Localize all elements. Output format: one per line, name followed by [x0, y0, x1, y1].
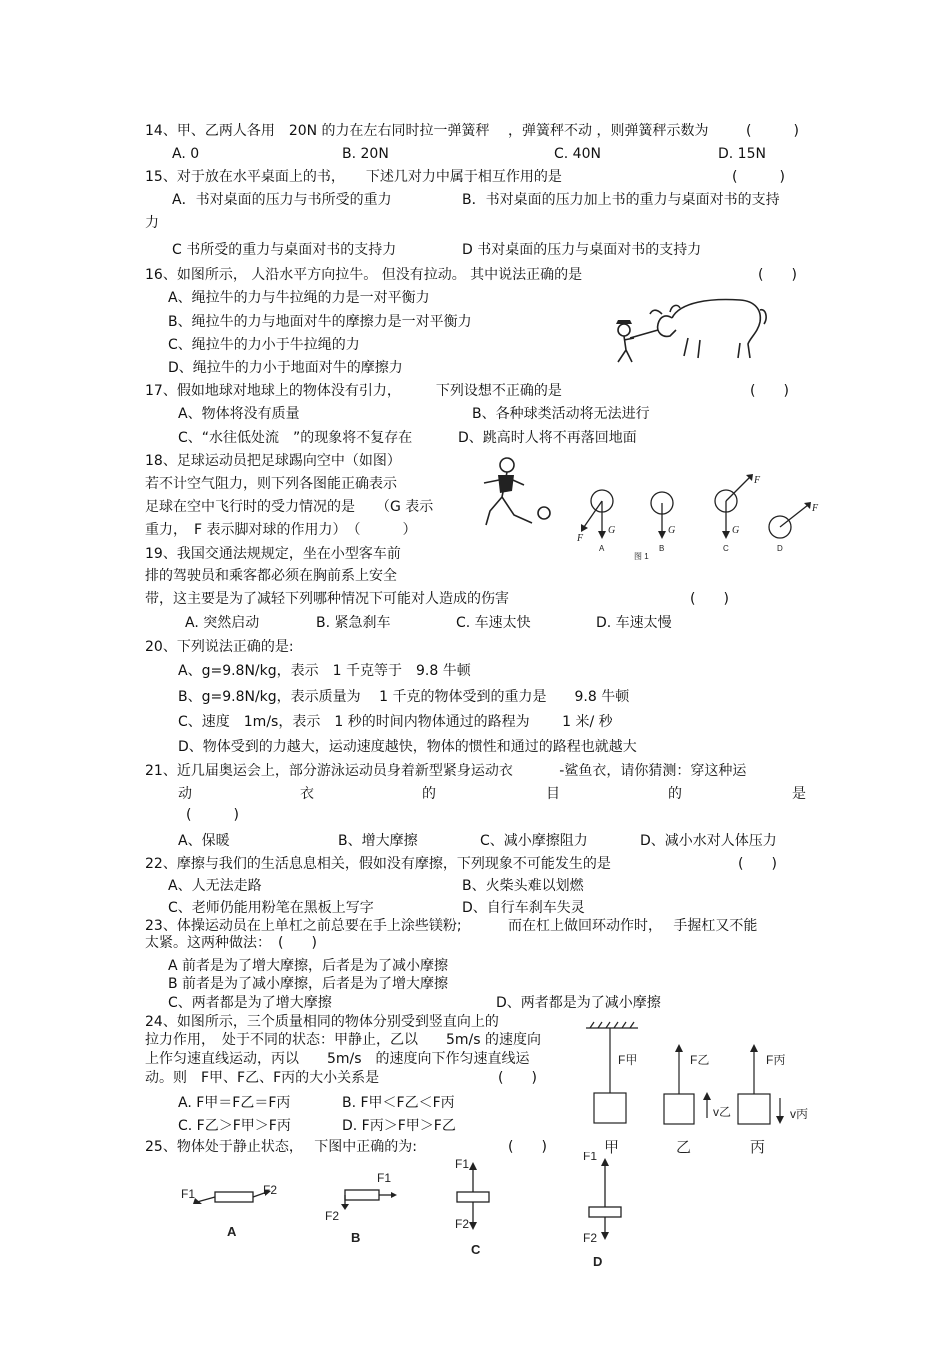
q16-paren: ( ) — [758, 267, 797, 283]
q18-line3: 足球在空中飞行时的受力情况的是 （G 表示 — [145, 499, 434, 515]
q25-paren: ( ) — [508, 1139, 547, 1155]
svg-text:A: A — [599, 544, 605, 553]
q18-line4: 重力， F 表示脚对球的作用力） （ ） — [145, 522, 417, 538]
svg-text:F2: F2 — [325, 1209, 340, 1223]
q17-paren: ( ) — [750, 383, 789, 399]
svg-text:v丙: v丙 — [790, 1107, 809, 1121]
q14-stem: 14、甲、乙两人各用 20N 的力在左右同时拉一弹簧秤 ，弹簧秤不动 ，则弹簧秤示数为 — [145, 123, 709, 139]
svg-text:F: F — [812, 503, 819, 514]
q21-paren: ( ) — [186, 807, 239, 823]
svg-text:D: D — [777, 544, 783, 553]
svg-text:F: F — [577, 533, 584, 544]
q21-word-4: 目 — [546, 786, 560, 802]
q24-option-a: A. F甲＝F乙＝F丙 — [178, 1095, 291, 1111]
q24-option-d: D. F丙＞F甲＞F乙 — [342, 1118, 456, 1134]
q21-option-b: B、增大摩擦 — [338, 833, 418, 849]
q17-option-d: D、跳高时人将不再落回地面 — [458, 430, 637, 446]
q22-stem: 22、摩擦与我们的生活息息相关，假如没有摩擦，下列现象不可能发生的是 — [145, 856, 611, 872]
q24-option-b: B. F甲＜F乙＜F丙 — [342, 1095, 455, 1111]
q16-option-b: B、绳拉牛的力与地面对牛的摩擦力是一对平衡力 — [168, 314, 472, 330]
svg-text:A: A — [227, 1224, 237, 1239]
q24-line4: 动。则 F甲、F乙、F丙的大小关系是 — [145, 1070, 380, 1086]
q24-paren: ( ) — [498, 1070, 537, 1086]
q24-line3: 上作匀速直线运动，丙以 5m/s 的速度向下作匀速直线运 — [145, 1051, 530, 1067]
q20-stem: 20、下列说法正确的是: — [145, 639, 294, 655]
q22-paren: ( ) — [738, 856, 777, 872]
q21-option-a: A、保暖 — [178, 833, 230, 849]
svg-text:F1: F1 — [377, 1171, 392, 1185]
q18-line2: 若不计空气阻力，则下列各图能正确表示 — [145, 476, 397, 492]
q16-stem: 16、如图所示， 人沿水平方向拉牛。 但没有拉动。 其中说法正确的是 — [145, 267, 583, 283]
q23-line2: 太紧。这两种做法： ( ) — [145, 935, 317, 951]
q15-option-b-wrap: 力 — [145, 215, 159, 231]
q23-option-a: A 前者是为了增大摩擦，后者是为了减小摩擦 — [168, 958, 449, 974]
q23-line1: 23、体操运动员在上单杠之前总要在手上涂些镁粉; 而在杠上做回环动作时， 手握杠又不能 — [145, 918, 758, 934]
svg-text:F甲: F甲 — [618, 1053, 638, 1067]
svg-text:F: F — [754, 475, 761, 486]
svg-text:图 1: 图 1 — [634, 552, 649, 561]
q19-option-c: C. 车速太快 — [456, 615, 531, 631]
q19-line1: 19、我国交通法规规定，坐在小型客车前 — [145, 546, 401, 562]
q17-option-b: B、各种球类活动将无法进行 — [472, 406, 650, 422]
q21-stem: 21、近几届奥运会上，部分游泳运动员身着新型紧身运动衣 -鲨鱼衣，请你猜测：穿这种运 — [145, 763, 747, 779]
q22-option-a: A、人无法走路 — [168, 878, 262, 894]
q19-line2: 排的驾驶员和乘客都必须在胸前系上安全 — [145, 568, 397, 584]
q21-word-2: 衣 — [300, 786, 314, 802]
q15-option-b: B．书对桌面的压力加上书的重力与桌面对书的支持 — [462, 192, 780, 208]
svg-text:C: C — [471, 1242, 481, 1257]
svg-text:丙: 丙 — [750, 1138, 766, 1156]
q20-option-a: A、g=9.8N/kg，表示 1 千克等于 9.8 牛顿 — [178, 663, 471, 679]
q14-option-c: C. 40N — [554, 146, 601, 162]
svg-text:F1: F1 — [455, 1157, 470, 1171]
q23-option-c: C、两者都是为了增大摩擦 — [168, 995, 332, 1011]
svg-text:v乙: v乙 — [713, 1105, 732, 1119]
q24-line1: 24、如图所示，三个质量相同的物体分别受到竖直向上的 — [145, 1014, 499, 1030]
q16-option-a: A、绳拉牛的力与牛拉绳的力是一对平衡力 — [168, 290, 430, 306]
q17-option-c: C、“水往低处流 ”的现象将不复存在 — [178, 430, 413, 446]
q21-option-d: D、减小水对人体压力 — [640, 833, 777, 849]
q17-option-a: A、物体将没有质量 — [178, 406, 300, 422]
q23-option-b: B 前者是为了减小摩擦，后者是为了增大摩擦 — [168, 976, 449, 992]
svg-text:D: D — [593, 1254, 603, 1269]
svg-text:B: B — [351, 1230, 361, 1245]
svg-text:G: G — [608, 525, 616, 536]
q20-option-d: D、物体受到的力越大，运动速度越快，物体的惯性和通过的路程也就越大 — [178, 739, 637, 755]
three-blocks-force-figure — [580, 1018, 810, 1158]
q22-option-d: D、自行车刹车失灵 — [462, 900, 585, 916]
static-forces-figure — [175, 1152, 635, 1272]
q20-option-b: B、g=9.8N/kg，表示质量为 1 千克的物体受到的重力是 9.8 牛顿 — [178, 689, 630, 705]
svg-text:乙: 乙 — [676, 1138, 692, 1156]
q20-option-c: C、速度 1m/s，表示 1 秒的时间内物体通过的路程为 1 米/ 秒 — [178, 714, 613, 730]
football-force-figure — [462, 455, 822, 565]
svg-text:F丙: F丙 — [766, 1053, 786, 1067]
q21-word-3: 的 — [422, 786, 436, 802]
q16-option-c: C、绳拉牛的力小于牛拉绳的力 — [168, 337, 360, 353]
q24-option-c: C. F乙＞F甲＞F丙 — [178, 1118, 291, 1134]
q14-option-a: A. 0 — [172, 146, 200, 162]
q15-stem: 15、对于放在水平桌面上的书， 下述几对力中属于相互作用的是 — [145, 169, 562, 185]
q16-option-d: D、绳拉牛的力小于地面对牛的摩擦力 — [168, 360, 403, 376]
q22-option-c: C、老师仍能用粉笔在黑板上写字 — [168, 900, 374, 916]
option-d-diagram — [769, 505, 808, 538]
q15-paren: ( ) — [732, 169, 785, 185]
q14-option-b: B. 20N — [342, 146, 389, 162]
q23-option-d: D、两者都是为了减小摩擦 — [496, 995, 661, 1011]
svg-text:F2: F2 — [263, 1183, 278, 1197]
q18-line1: 18、足球运动员把足球踢向空中（如图） — [145, 453, 401, 469]
svg-text:F1: F1 — [583, 1152, 598, 1163]
q21-option-c: C、减小摩擦阻力 — [480, 833, 588, 849]
q19-line3: 带，这主要是为了减轻下列哪种情况下可能对人造成的伤害 — [145, 591, 509, 607]
svg-text:B: B — [659, 544, 665, 553]
q21-word-1: 动 — [178, 786, 192, 802]
svg-text:F乙: F乙 — [690, 1053, 710, 1067]
q19-option-d: D. 车速太慢 — [596, 615, 672, 631]
svg-text:G: G — [732, 525, 740, 536]
q15-option-d: D 书对桌面的压力与桌面对书的支持力 — [462, 242, 702, 258]
q19-paren: ( ) — [690, 591, 729, 607]
q22-option-b: B、火柴头难以划燃 — [462, 878, 584, 894]
svg-text:F2: F2 — [455, 1217, 470, 1231]
q14-option-d: D. 15N — [718, 146, 766, 162]
q25-stem: 25、物体处于静止状态， 下图中正确的为: — [145, 1139, 417, 1155]
svg-text:C: C — [723, 544, 729, 553]
svg-text:G: G — [668, 525, 676, 536]
q19-option-a: A. 突然启动 — [185, 615, 260, 631]
q21-word-5: 的 — [668, 786, 682, 802]
q24-line2: 拉力作用， 处于不同的状态：甲静止，乙以 5m/s 的速度向 — [145, 1032, 542, 1048]
q14-paren: ( ) — [746, 123, 799, 139]
q17-stem: 17、假如地球对地球上的物体没有引力， 下列设想不正确的是 — [145, 383, 562, 399]
q15-option-c: C 书所受的重力与桌面对书的支持力 — [172, 242, 397, 258]
svg-text:甲: 甲 — [604, 1138, 620, 1156]
q15-option-a: A．书对桌面的压力与书所受的重力 — [172, 192, 392, 208]
svg-text:F2: F2 — [583, 1231, 598, 1245]
q21-word-6: 是 — [792, 786, 806, 802]
person-pulling-cow-figure — [600, 288, 775, 368]
svg-text:F1: F1 — [181, 1187, 196, 1201]
q19-option-b: B. 紧急刹车 — [316, 615, 391, 631]
